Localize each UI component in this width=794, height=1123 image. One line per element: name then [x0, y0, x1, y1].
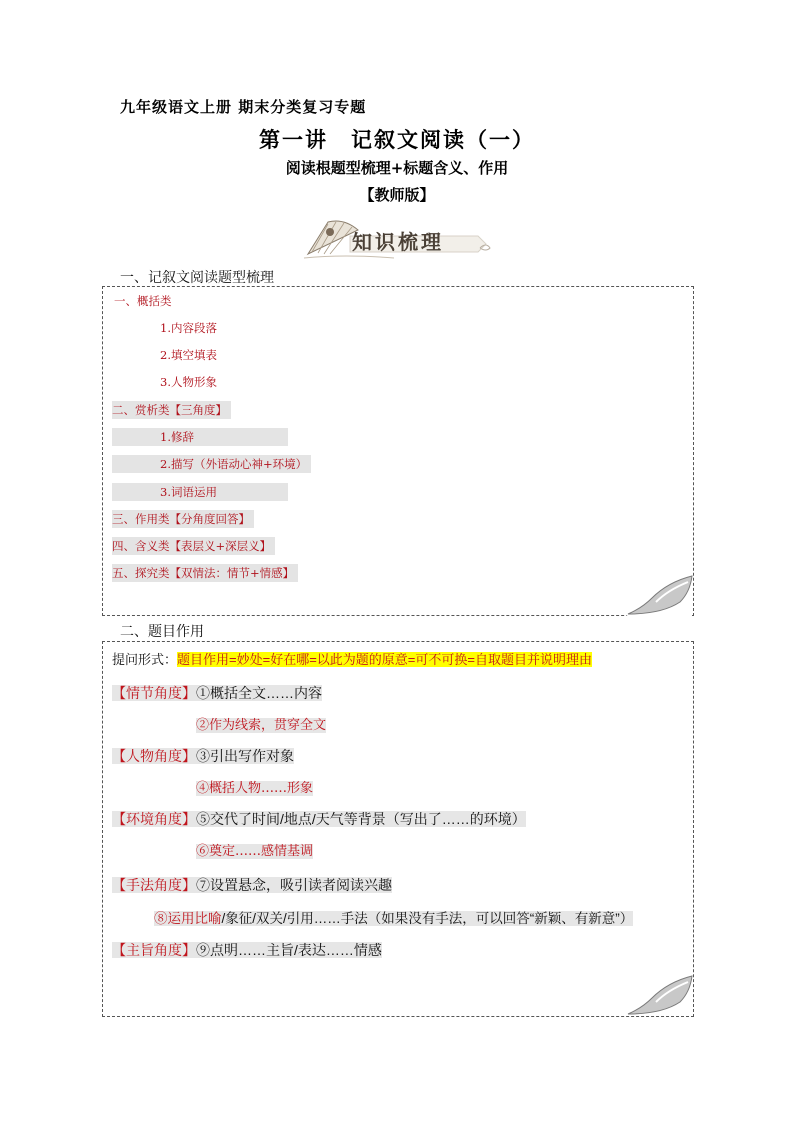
knowledge-banner: [300, 214, 500, 264]
angle-text: ⑨点明……主旨/表达……情感: [196, 942, 382, 958]
angle-row: [112, 875, 392, 895]
category-item: 三、作用类【分角度回答】: [112, 510, 254, 528]
document-supertitle: 九年级语文上册 期末分类复习专题: [120, 98, 367, 116]
angle-row: [196, 840, 313, 862]
page-curl-icon: [622, 574, 694, 616]
subcategory-item: 1.修辞: [112, 428, 288, 446]
section1-heading: 一、记叙文阅读题型梳理: [120, 269, 274, 285]
question-form-text: 题目作用=妙处=好在哪=以此为题的原意=可不可换=自取题目并说明理由: [177, 652, 592, 667]
subcategory-item: 3.词语运用: [112, 483, 288, 501]
angle-row: [112, 746, 294, 766]
angle-row: [112, 809, 526, 829]
question-form-label: 提问形式：: [112, 652, 178, 667]
category-item: 四、含义类【表层义+深层义】: [112, 537, 275, 555]
angle-tag: 【环境角度】: [112, 811, 196, 827]
angle-text: ②作为线索，贯穿全文: [196, 718, 327, 733]
section2-heading: 二、题目作用: [120, 623, 204, 639]
angle-text: ⑥奠定……感情基调: [196, 844, 314, 859]
angle-text: ③引出写作对象: [196, 748, 294, 764]
angle-row: [196, 714, 326, 736]
angle-text: ⑦设置悬念，吸引读者阅读兴趣: [196, 877, 392, 893]
subcategory-item: 2.填空填表: [160, 348, 217, 362]
category-item: 五、探究类【双情法：情节+情感】: [112, 564, 298, 582]
angle-tag: 【主旨角度】: [112, 942, 196, 958]
document-subtitle: 阅读根题型梳理+标题含义、作用: [285, 159, 509, 177]
angle-row: [112, 940, 382, 960]
angle-text: ④概括人物……形象: [196, 781, 314, 796]
subcategory-item: 3.人物形象: [160, 375, 217, 389]
banner-title: 知识梳理: [352, 230, 444, 254]
angle-tag: 【人物角度】: [112, 748, 196, 764]
angle-text: ①概括全文……内容: [196, 685, 322, 701]
angle-row: [154, 909, 633, 929]
angle-text-highlight: ⑧运用比喻: [154, 911, 222, 926]
subcategory-item: 2.描写（外语动心神+环境）: [112, 455, 311, 473]
angle-text: ⑤交代了时间/地点/天气等背景（写出了……的环境）: [196, 811, 526, 827]
angle-row: [112, 683, 322, 703]
document-title: 第一讲 记叙文阅读（一）: [259, 127, 535, 152]
angle-tag: 【情节角度】: [112, 685, 196, 701]
edition-label: 【教师版】: [359, 186, 435, 204]
angle-tag: 【手法角度】: [112, 877, 196, 893]
angle-text: /象征/双关/引用……手法（如果没有手法，可以回答“新颖、有新意”）: [221, 911, 634, 926]
page-curl-icon: [622, 974, 694, 1016]
subcategory-item: 1.内容段落: [160, 321, 217, 335]
category-item: 一、概括类: [114, 294, 172, 308]
question-form-line: [112, 650, 592, 670]
category-item: 二、赏析类【三角度】: [112, 401, 231, 419]
angle-row: [196, 777, 313, 799]
